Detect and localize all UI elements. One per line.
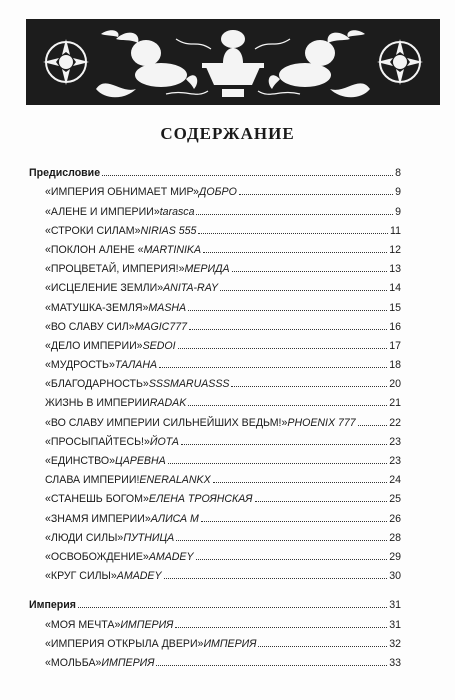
entry-title: «ДЕЛО ИМПЕРИИ» [45,339,143,352]
dot-leader [196,214,393,215]
dot-leader [231,386,387,387]
entry-author: MASHA [148,301,187,314]
dot-leader [176,540,387,541]
entry-title: «ЛЮДИ СИЛЫ» [45,531,124,544]
entry-title: «КРУГ СИЛЫ» [45,570,117,583]
dot-leader [239,194,393,195]
toc-entry-row [29,544,401,563]
entry-title: «ПРОСЫПАЙТЕСЬ!» [45,435,150,448]
page-number: 26 [389,512,401,525]
entry-author: SEDOI [142,339,176,352]
page-number: 18 [389,359,401,372]
dot-leader [168,463,388,464]
entry-title: «СТРОКИ СИЛАМ» [45,224,141,237]
section-title: Предисловие [29,167,101,180]
dot-leader [203,252,387,253]
page-number: 25 [389,493,401,506]
entry-title: «ОСВОБОЖДЕНИЕ» [45,550,149,563]
page-number: 17 [389,339,401,352]
toc-section-row [29,160,401,179]
entry-title: «БЛАГОДАРНОСТЬ» [45,378,149,391]
toc-entry-row [29,275,401,294]
page-number: 21 [389,397,401,410]
entry-author: MAGIC777 [134,320,188,333]
toc-entry-row [29,237,401,256]
dot-leader [189,329,387,330]
page-number: 12 [389,243,401,256]
page-number: 24 [389,474,401,487]
toc-entry-row [29,467,401,486]
toc-entry-row [29,525,401,544]
toc-entry-row [29,650,401,669]
page-number: 9 [395,205,401,218]
page-number: 20 [389,378,401,391]
page-number: 30 [389,570,401,583]
entry-title: «АЛЕНЕ И ИМПЕРИИ» [45,205,160,218]
page-number: 14 [389,282,401,295]
page-number: 29 [389,550,401,563]
entry-author: AMADEY [116,570,162,583]
page-number: 15 [389,301,401,314]
page-number: 23 [389,455,401,467]
toc-entry-row [29,256,401,275]
entry-author: tarasca [159,205,195,218]
dot-leader [175,627,387,628]
table-of-contents [29,160,401,669]
entry-author: ANITA-RAY [163,282,219,295]
entry-title: «ВО СЛАВУ ИМПЕРИИ СИЛЬНЕЙШИХ ВЕДЬМ!» [45,416,288,429]
page-number: 8 [395,167,401,180]
dot-leader [164,578,388,579]
page-title: СОДЕРЖАНИЕ [160,124,295,143]
dot-leader [198,233,388,234]
entry-title: «ПОКЛОН АЛЕНЕ « [45,243,144,256]
dot-leader [258,646,387,647]
dot-leader [156,665,387,666]
entry-author: ИМПЕРИЯ [101,656,155,669]
entry-author: PHOENIX 777 [287,416,356,429]
entry-title: «ЗНАМЯ ИМПЕРИИ» [45,512,151,525]
entry-author: ЕЛЕНА ТРОЯНСКАЯ [148,493,253,506]
toc-entry-row [29,563,401,582]
dot-leader [188,310,387,311]
entry-author: ENERALANKX [139,474,211,487]
entry-author: ТАЛАНА [114,359,158,372]
dot-leader [188,405,387,406]
entry-title: «ЕДИНСТВО» [45,455,116,467]
dot-leader [159,367,387,368]
page-number: 13 [389,263,401,276]
toc-entry-row [29,352,401,371]
dot-leader [255,501,388,502]
entry-title: «ПРОЦВЕТАЙ, ИМПЕРИЯ!» [45,263,185,276]
dot-leader [102,175,393,176]
section-title: Империя [29,599,76,612]
page-number: 9 [395,186,401,199]
entry-author: MARTINIKA [143,243,202,256]
toc-entry-row [29,179,401,198]
entry-title: «ИСЦЕЛЕНИЕ ЗЕМЛИ» [45,282,164,295]
entry-author: МЕРИДА [184,263,230,276]
toc-entry-row [29,448,401,467]
page-number: 16 [389,320,401,333]
entry-author: ДОБРО [198,186,237,199]
page-number: 33 [389,656,401,669]
dot-leader [232,271,388,272]
ornamental-header-engraving [26,19,440,105]
entry-title: «МОЛЬБА» [45,656,102,669]
toc-entry-row [29,390,401,409]
entry-author: RADAK [149,397,187,410]
dot-leader [201,521,387,522]
dot-leader [220,290,387,291]
toc-entry-row [29,218,401,237]
page-number: 32 [389,637,401,650]
toc-entry-row [29,333,401,352]
entry-author: NIRIAS 555 [140,224,197,237]
page-number: 22 [389,416,401,429]
entry-title: «ИМПЕРИЯ ОТКРЫЛА ДВЕРИ» [45,637,204,650]
toc-entry-row [29,611,401,630]
toc-entry-row [29,486,401,505]
dot-leader [78,607,387,608]
entry-author: ПУТНИЦА [123,531,175,544]
dot-leader [178,348,388,349]
entry-author: ИМПЕРИЯ [203,637,257,650]
toc-entry-row [29,198,401,217]
page-number: 31 [389,599,401,612]
page-number: 23 [389,435,401,448]
page-number: 11 [390,224,401,237]
toc-entry-row [29,314,401,333]
page-number: 31 [389,618,401,631]
entry-title: «ИМПЕРИЯ ОБНИМАЕТ МИР» [45,186,199,199]
entry-title: ЖИЗНЬ В ИМПЕРИИ [45,397,150,410]
dot-leader [196,559,388,560]
dot-leader [181,444,387,445]
dot-leader [358,425,388,426]
page-number: 28 [389,531,401,544]
entry-author: ЦАРЕВНА [115,455,166,467]
toc-section-row [29,592,401,611]
entry-title: «МОЯ МЕЧТА» [45,618,121,631]
toc-entry-row [29,631,401,650]
dot-leader [213,482,388,483]
entry-title: СЛАВА ИМПЕРИИ! [45,474,140,487]
entry-author: ЙОТА [149,435,179,448]
entry-author: ИМПЕРИЯ [120,618,174,631]
entry-title: «МУДРОСТЬ» [45,359,115,372]
toc-entry-row [29,429,401,448]
toc-entry-row [29,505,401,524]
toc-entry-row [29,371,401,390]
entry-title: «СТАНЕШЬ БОГОМ» [45,493,149,506]
entry-author: AMADEY [148,550,194,563]
entry-author: SSSMARUASSS [148,378,230,391]
toc-entry-row [29,409,401,428]
entry-title: «МАТУШКА-ЗЕМЛЯ» [45,301,149,314]
entry-title: «ВО СЛАВУ СИЛ» [45,320,135,333]
toc-entry-row [29,294,401,313]
entry-author: АЛИСА М [150,512,199,525]
